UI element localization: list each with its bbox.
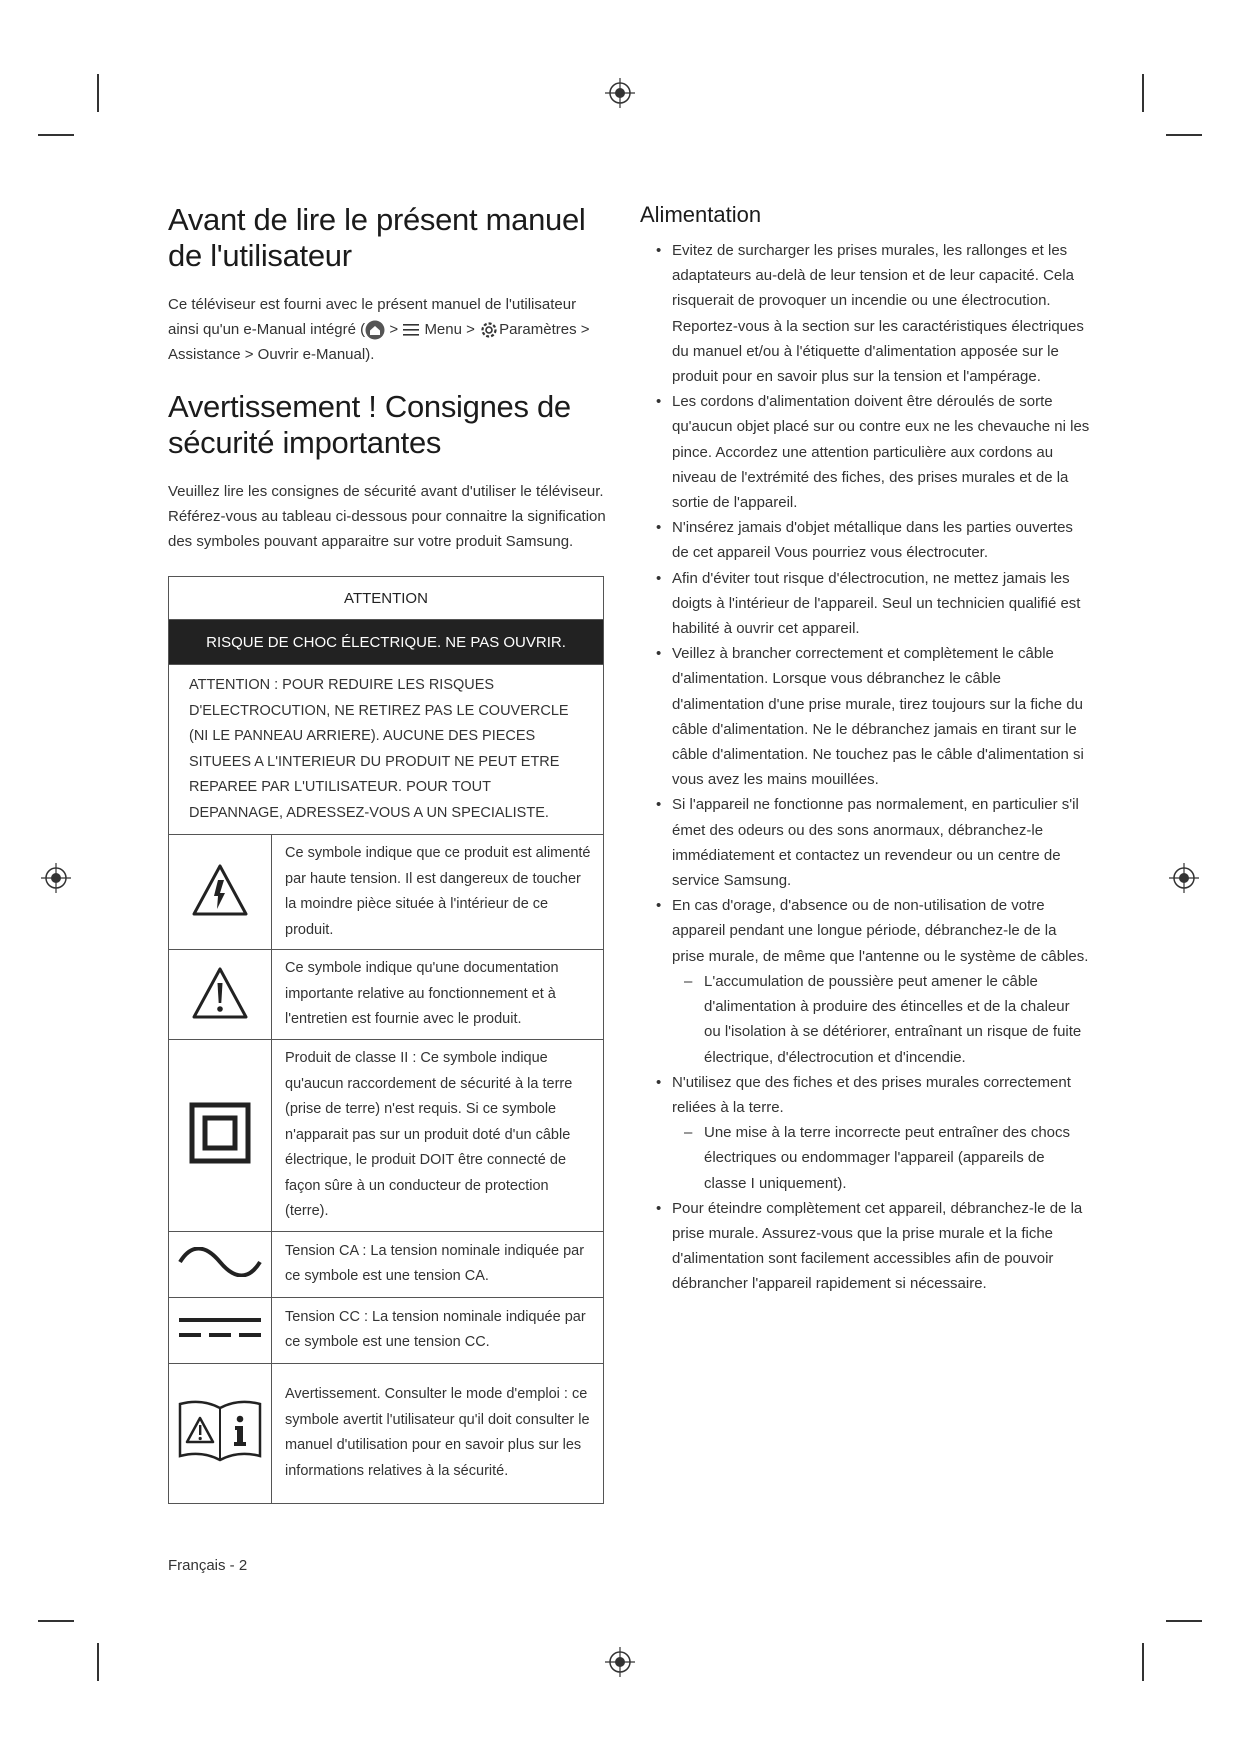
sub-list — [672, 969, 1090, 1070]
symbol-description: Produit de classe II : Ce symbole indique qu'aucun raccordement de sécurité à la terre (prise de terre) n'est requis. Si ce symbole n'apparait pas sur un produit doté d'un câble électrique, le produit DOIT être connecté de façon sûre à un conducteur de protection (terre). — [272, 1040, 604, 1232]
sub-list-item: – L'accumulation de poussière peut amener le câble d'alimentation à produire des étincelles et de la chaleur ou l'isolation à se détériorer, entraînant un risque de fuite électrique, d'électrocution et d'incendie. — [684, 972, 1082, 1066]
symbol-description: Tension CC : La tension nominale indiquée par ce symbole est une tension CC. — [272, 1297, 604, 1363]
class-ii-icon — [188, 1101, 252, 1165]
gear-icon — [479, 320, 499, 340]
crop-mark — [1142, 1643, 1144, 1681]
attention-banner: RISQUE DE CHOC ÉLECTRIQUE. NE PAS OUVRIR. — [169, 620, 604, 665]
page-footer: Français - 2 — [168, 1557, 248, 1574]
list-item: • Si l'appareil ne fonctionne pas normalement, en particulier s'il émet des odeurs ou des sons anormaux, débranchez-le immédiatement et contactez un revendeur ou un centre de service Samsung. — [656, 796, 1079, 890]
sub-list-item: – Une mise à la terre incorrecte peut entraîner des chocs électriques ou endommager l'appareil (appareils de classe I uniquement). — [684, 1124, 1071, 1192]
registration-mark-icon — [41, 863, 71, 893]
table-row — [169, 1231, 604, 1297]
list-item: • En cas d'orage, d'absence ou de non-utilisation de votre appareil pendant une longue période, débranchez-le de la prise murale, de même que l'antenne ou le système de câbles. – L'accumulation de poussière peut amener le câble d'alimentation à produire des étincelles et de la chaleur ou l'isolation à se détériorer, entraînant un risque de fuite électrique, d'électrocution et d'incendie. — [652, 893, 1090, 1069]
crop-mark — [97, 1643, 99, 1681]
bullet-list — [640, 238, 1090, 1297]
ac-voltage-icon — [177, 1247, 263, 1277]
list-item: • Pour éteindre complètement cet appareil, débranchez-le de la prise murale. Assurez-vous que la prise murale et la fiche d'alimentation sont facilement accessibles afin de pouvoir débrancher l'appareil rapidement si nécessaire. — [656, 1199, 1083, 1293]
attention-text: ATTENTION : POUR REDUIRE LES RISQUES D'ELECTROCUTION, NE RETIREZ PAS LE COUVERCLE (NI LE PANNEAU ARRIERE). AUCUNE DES PIECES SITUEES A L'INTERIEUR DU PRODUIT NE PEUT ETRE REPAREE PAR L'UTILISATEUR. POUR TOUT DEPANNAGE, ADRESSEZ-VOUS A UN SPECIALISTE. — [169, 665, 604, 835]
crop-mark — [97, 74, 99, 112]
list-item: • Les cordons d'alimentation doivent être déroulés de sorte qu'aucun objet placé sur ou contre eux ne les chevauche ni les pince. Accordez une attention particulière aux cordons au niveau de l'extrémité des fiches, des prises murales et de la sortie de l'appareil. — [656, 393, 1090, 512]
left-column — [168, 202, 608, 1504]
dc-voltage-icon — [177, 1313, 263, 1343]
warning-icon — [191, 966, 249, 1020]
table-row — [169, 1297, 604, 1363]
table-row — [169, 950, 604, 1040]
section-title: Alimentation — [640, 202, 762, 227]
right-column — [640, 202, 1090, 1297]
registration-mark-icon — [605, 1647, 635, 1677]
table-row — [169, 835, 604, 950]
registration-mark-icon — [1169, 863, 1199, 893]
crop-mark — [38, 134, 74, 136]
list-item: • N'insérez jamais d'objet métallique dans les parties ouvertes de cet appareil Vous pourriez vous électrocuter. — [656, 519, 1073, 562]
warning-intro: Veuillez lire les consignes de sécurité avant d'utiliser le téléviseur. Référez-vous au tableau ci-dessous pour connaitre la signification des symboles pouvant apparaitre sur votre produit Samsung. — [168, 483, 606, 550]
list-item: • Evitez de surcharger les prises murales, les rallonges et les adaptateurs au-delà de leur tension et de leur capacité. Cela risquerait de provoquer un incendie ou une électrocution. Reportez-vous à la section sur les caractéristiques électriques du manuel et/ou à l'étiquette d'alimentation apposée sur le produit pour en savoir plus sur la tension et l'ampérage. — [656, 242, 1084, 386]
symbol-description: Tension CA : La tension nominale indiquée par ce symbole est une tension CA. — [272, 1231, 604, 1297]
home-icon — [365, 320, 385, 340]
crop-mark — [1166, 1620, 1202, 1622]
symbol-table — [168, 576, 604, 1504]
table-row — [169, 1040, 604, 1232]
sub-list — [672, 1120, 1090, 1196]
registration-mark-icon — [605, 78, 635, 108]
list-item: • Veillez à brancher correctement et complètement le câble d'alimentation. Lorsque vous débranchez le câble d'alimentation d'une prise murale, tirez toujours sur la fiche du câble d'alimentation. Ne le débranchez jamais en tirant sur le câble d'alimentation. Ne touchez pas le câble d'alimentation si vous avez les mains mouillées. — [656, 645, 1084, 789]
crop-mark — [38, 1620, 74, 1622]
high-voltage-icon — [191, 863, 249, 917]
manual-warning-icon — [177, 1398, 263, 1464]
symbol-description: Ce symbole indique qu'une documentation importante relative au fonctionnement et à l'entretien est fournie avec le produit. — [272, 950, 604, 1040]
symbol-description: Avertissement. Consulter le mode d'emploi : ce symbole avertit l'utilisateur qu'il doit consulter le manuel d'utilisation pour en savoir plus sur les informations relatives à la sécurité. — [272, 1363, 604, 1503]
list-item: • N'utilisez que des fiches et des prises murales correctement reliées à la terre. – Une mise à la terre incorrecte peut entraîner des chocs électriques ou endommager l'appareil (appareils de classe I uniquement). — [652, 1070, 1090, 1196]
menu-icon — [402, 323, 420, 337]
attention-title: ATTENTION — [169, 577, 604, 620]
table-row — [169, 1363, 604, 1503]
crop-mark — [1166, 134, 1202, 136]
intro-paragraph: Ce téléviseur est fourni avec le présent manuel de l'utilisateur ainsi qu'un e-Manual intégré ( > Menu > Paramètres > Assistance > Ouvrir e-Manual). — [168, 296, 590, 363]
crop-mark — [1142, 74, 1144, 112]
list-item: • Afin d'éviter tout risque d'électrocution, ne mettez jamais les doigts à l'intérieur de l'appareil. Seul un technicien qualifié est habilité à ouvrir cet appareil. — [656, 569, 1081, 638]
symbol-description: Ce symbole indique que ce produit est alimenté par haute tension. Il est dangereux de toucher la moindre pièce située à l'intérieur de ce produit. — [272, 835, 604, 950]
warning-title: Avertissement ! Consignes de sécurité importantes — [168, 389, 571, 460]
page-title: Avant de lire le présent manuel de l'utilisateur — [168, 202, 586, 273]
